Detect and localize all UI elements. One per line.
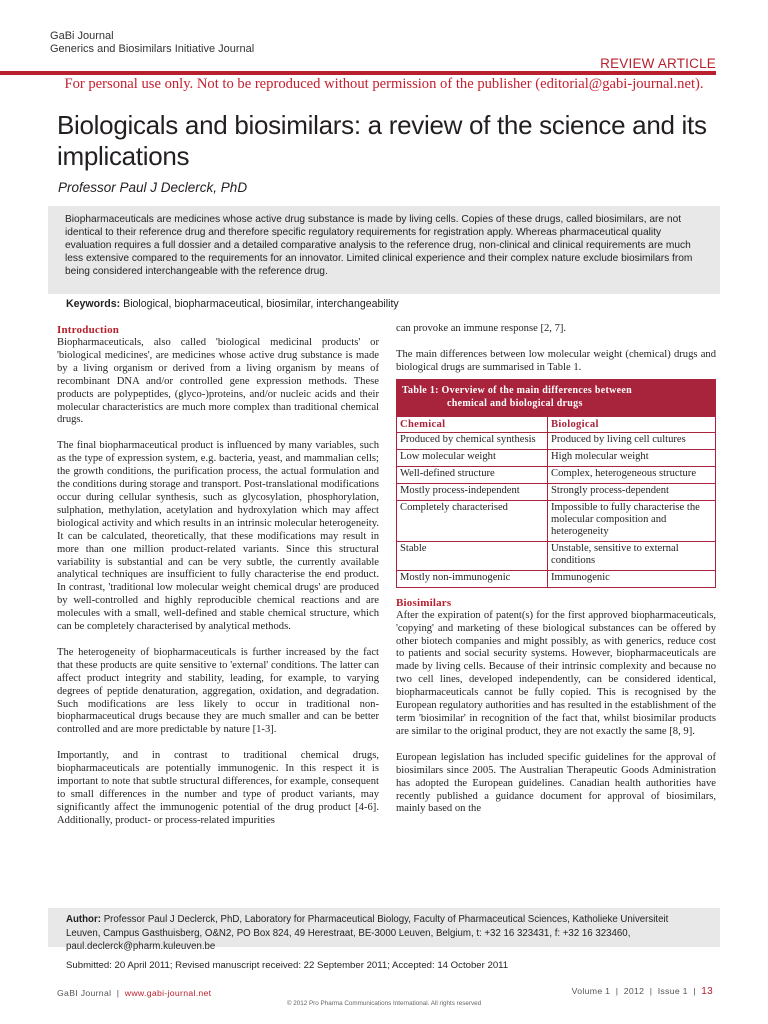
affiliation-text: Professor Paul J Declerck, PhD, Laboratory for Pharmaceutical Biology, Faculty of Pharmaceutical Sciences, Katholieke Universiteit Leuven, Campus Gasthuisberg, O&N2, PO Box 824, 49 Herestraat, BE-3000 Leuven, Belgium, t: +32 16 323431, f: +32 16 323460, paul.declerck@pharm.kuleuven.be	[66, 914, 669, 953]
article-author: Professor Paul J Declerck, PhD	[58, 180, 248, 195]
footer-separator: |	[116, 988, 120, 998]
table-row	[397, 449, 716, 466]
table-cell: Complex, heterogeneous structure	[548, 466, 716, 483]
footer-year: 2012	[623, 986, 645, 996]
abstract-text: Biopharmaceuticals are medicines whose active drug substance is made by living cells. Copies of these drugs, called biosimilars, are not identical to their reference drug and therefore specific regulatory requirements for registration apply. Whereas pharmaceutical quality evaluation requires a full dossier and a detailed comparative analysis to the reference drug, non-clinical and clinical requirements are much less extensive compared to the requirements for an innovator. Limited clinical experience and their complex nature exclude biosimilars from being considered interchangeable with the reference drug.	[65, 214, 693, 278]
comparison-table	[396, 416, 716, 588]
table-cell: Produced by living cell cultures	[548, 432, 716, 449]
header-rule	[0, 71, 716, 75]
footer-journal: GaBI Journal	[57, 988, 112, 998]
paragraph: can provoke an immune response [2, 7].	[396, 323, 567, 334]
table-caption	[396, 379, 716, 416]
table-cell: Produced by chemical synthesis	[397, 432, 548, 449]
paragraph: The main differences between low molecular weight (chemical) drugs and biological drugs are summarised in Table 1.	[396, 348, 716, 373]
paragraph: The heterogeneity of biopharmaceuticals is further increased by the fact that these products are quite sensitive to 'external' conditions. The latter can affect product integrity and stability, leading, for example, to varying degrees of peptide denaturation, aggregation, oxidation, and degradation. Such modifications are less likely to occur in traditional non-biopharmaceutical drugs because they are much smaller and can be better controlled and are more predictable by nature [1-3].	[57, 646, 379, 736]
logo-text: Bi Journal	[64, 30, 114, 42]
keywords-text: Biological, biopharmaceutical, biosimilar, interchangeability	[123, 298, 399, 310]
table-cell: Immunogenic	[548, 570, 716, 587]
table-cell: Stable	[397, 541, 548, 570]
keywords	[66, 298, 399, 310]
table-cell: Unstable, sensitive to external conditions	[548, 541, 716, 570]
table-row	[397, 466, 716, 483]
table-cell: Mostly non-immunogenic	[397, 570, 548, 587]
table-row	[397, 483, 716, 500]
table-row	[397, 500, 716, 541]
keywords-label: Keywords:	[66, 298, 121, 310]
table-cell: Low molecular weight	[397, 449, 548, 466]
author-affiliation	[48, 908, 720, 953]
submission-dates: Submitted: 20 April 2011; Revised manuscript received: 22 September 2011; Accepted: 14 October 2011	[66, 960, 509, 971]
usage-notice: For personal use only. Not to be reproduced without permission of the publisher (editorial@gabi-journal.net).	[64, 76, 704, 92]
journal-header	[50, 30, 254, 56]
section-heading-introduction: Introduction	[57, 324, 120, 336]
article-title: Biologicals and biosimilars: a review of the science and its implications	[57, 110, 707, 171]
footer-url-link[interactable]: www.gabi-journal.net	[124, 988, 212, 998]
column-header-chemical: Chemical	[397, 416, 548, 432]
paragraph: The final biopharmaceutical product is influenced by many variables, such as the type of expression system, e.g. bacteria, yeast, and mammalian cells; the growth conditions, the purification process, the actual formulation and the conditions during storage and transport. Post-translational modifications occur during cellular synthesis, such as glycosylation, phosphorylation, sulphation, methylation, acetylation and hydroxylation which may affect biological activity and which results in an intrinsic molecular heterogeneity. It can be calculated, theoretically, that these modifications may result in more than one million product-related variants. Since this structural variability is substantial and can be very subtle, the currently available analytical techniques are insufficient to fully characterise the end product. In contrast, 'traditional low molecular weight chemical drugs' are produced by well-controlled and highly reproducible chemical reactions and are molecules with a small, well-defined and stable chemical structure, which can be completely characterised by analytical methods.	[57, 440, 379, 633]
footer-issue: Issue 1	[657, 986, 688, 996]
table-cell: Impossible to fully characterise the molecular composition and heterogeneity	[548, 500, 716, 541]
table-cell: Completely characterised	[397, 500, 548, 541]
footer-separator: |	[615, 986, 619, 996]
section-heading-biosimilars: Biosimilars	[396, 596, 452, 609]
table-cell: Mostly process-independent	[397, 483, 548, 500]
journal-logo	[50, 30, 254, 43]
footer-separator: |	[649, 986, 653, 996]
abstract-box	[48, 206, 720, 294]
journal-name: Generics and Biosimilars Initiative Journal	[50, 43, 255, 55]
copyright-notice: © 2012 Pro Pharma Communications International. All rights reserved	[286, 1000, 482, 1007]
table-row	[397, 432, 716, 449]
affiliation-label: Author:	[66, 914, 101, 925]
table-row	[397, 541, 716, 570]
footer-volume: Volume 1	[571, 986, 611, 996]
column-header-biological: Biological	[548, 416, 716, 432]
left-column	[57, 324, 379, 841]
logo-small: a	[58, 30, 65, 42]
right-column	[396, 323, 716, 829]
table-caption-line: Table 1: Overview of the main differences between	[402, 384, 632, 396]
page-number: 13	[701, 986, 713, 997]
table-cell: Strongly process-dependent	[548, 483, 716, 500]
table-row	[397, 570, 716, 587]
footer-separator: |	[693, 986, 696, 996]
table-header-row	[397, 416, 716, 432]
table-caption-line: chemical and biological drugs	[447, 397, 583, 409]
article-type: REVIEW ARTICLE	[600, 56, 716, 71]
table-cell: Well-defined structure	[397, 466, 548, 483]
table-1	[396, 379, 716, 588]
paragraph: European legislation has included specific guidelines for the approval of biosimilars since 2005. The Australian Therapeutic Goods Administration has adopted the European guidelines. Canadian health authorities have recently published a guidance document for approval of biosimilars, mainly based on the	[396, 751, 716, 815]
paragraph: After the expiration of patent(s) for the first approved biopharmaceuticals, 'copying' and marketing of these biological substances can be offered by other biotech companies and might possibly, as with generics, reduce cost to patients and social security systems. However, biopharmaceuticals are made by living cells. Because of their intrinsic complexity and because no two cell lines, developed independently, can be considered identical, biopharmaceuticals cannot be fully copied. This is recognised by the European regulatory authorities and has resulted in the establishment of the term 'biosimilar' in recognition of the fact that, whilst biosimilar products are similar to the original product, they are not exactly the same [8, 9].	[396, 609, 716, 737]
table-cell: High molecular weight	[548, 449, 716, 466]
footer-right	[572, 986, 713, 997]
paragraph: Biopharmaceuticals, also called 'biological medicinal products' or 'biological medicines', are medicines whose active drug substance is made by a living organism or derived from a living organism by means of recombinant DNA and/or controlled gene expression methods. These products are polypeptides, (glyco-)proteins, and/or nucleic acids and their molecular characteristics are much more complex than traditional chemical drugs.	[57, 337, 379, 426]
paragraph: Importantly, and in contrast to traditional chemical drugs, biopharmaceuticals are potentially immunogenic. In this respect it is important to note that subtle structural differences, for example, consequent to small differences in the number and type of product variants, may significantly affect the immunogenic potential of the drug product [4-6]. Additionally, product- or process-related impurities	[57, 750, 379, 826]
logo-g: G	[50, 30, 59, 42]
footer-left	[57, 988, 211, 998]
